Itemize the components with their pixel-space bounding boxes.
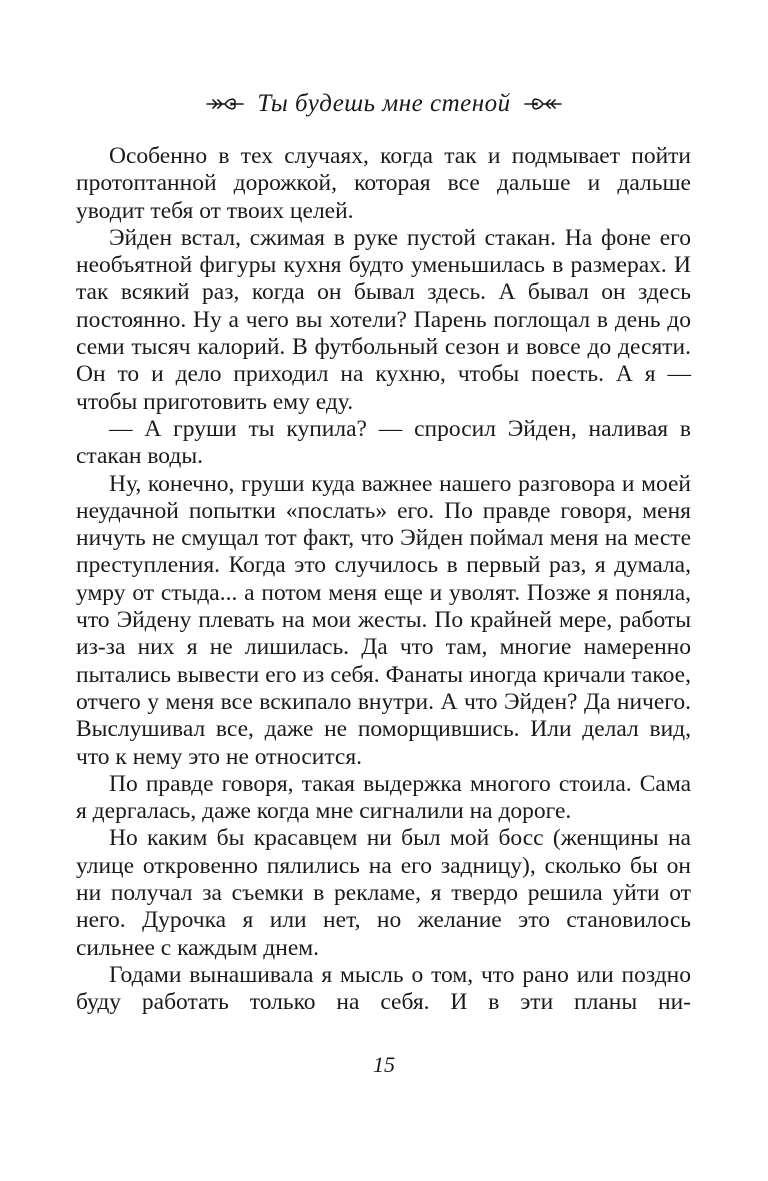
running-header-title: Ты будешь мне стеной	[257, 90, 511, 118]
paragraph: Годами вынашивала я мысль о том, что рано или поздно буду работать только на себя. И в эти планы ни-	[76, 961, 691, 1016]
left-ornament-icon	[205, 95, 245, 113]
paragraph: — А груши ты купила? — спросил Эйден, наливая в стакан воды.	[76, 415, 691, 470]
paragraph: Ну, конечно, груши куда важнее нашего разговора и моей неудачной попытки «послать» его. По правде говоря, меня ничуть не смущал тот факт, что Эйден поймал меня на месте преступления. Когда это случилось в первый раз, я думала, умру от стыда... а потом меня еще и уволят. Позже я поняла, что Эйдену плевать на мои жесты. По крайней мере, работы из-за них я не лишилась. Да что там, многие намеренно пытались вывести его из себя. Фанаты иногда кричали такое, отчего у меня все вскипало внутри. А что Эйден? Да ничего. Выслушивал все, даже не поморщившись. Или делал вид, что к нему это не относится.	[76, 470, 691, 770]
right-ornament-icon	[523, 95, 563, 113]
page-number: 15	[373, 1052, 395, 1077]
paragraph: Особенно в тех случаях, когда так и подмывает пойти протоптанной дорожкой, которая все дальше и дальше уводит тебя от твоих целей.	[76, 143, 691, 224]
running-header	[0, 86, 768, 121]
paragraph: Но каким бы красавцем ни был мой босс (женщины на улице откровенно пялились на его задницу), сколько бы он ни получал за съемки в рекламе, я твердо решила уйти от него. Дурочка я или нет, но желание это становилось сильнее с каждым днем.	[76, 825, 691, 961]
paragraph: По правде говоря, такая выдержка многого стоила. Сама я дергалась, даже когда мне сигналили на дороге.	[76, 770, 691, 825]
paragraph: Эйден встал, сжимая в руке пустой стакан. На фоне его необъятной фигуры кухня будто уменьшилась в размерах. И так всякий раз, когда он бывал здесь. А бывал он здесь постоянно. Ну а чего вы хотели? Парень поглощал в день до семи тысяч калорий. В футбольный сезон и вовсе до десяти. Он то и дело приходил на кухню, чтобы поесть. А я — чтобы приготовить ему еду.	[76, 224, 691, 415]
body-text	[76, 143, 691, 1017]
